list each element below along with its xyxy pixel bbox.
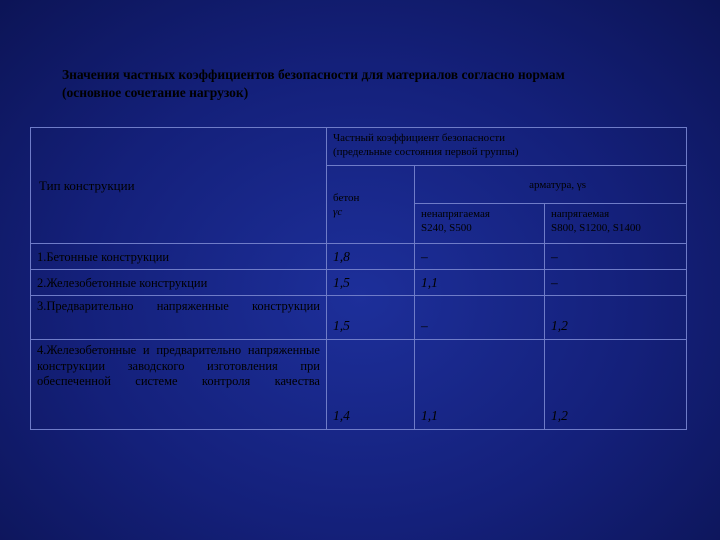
header-nonprestressed [415, 204, 545, 244]
cell-prestressed: – [545, 270, 687, 296]
header-safety-factor-line-1: Частный коэффициент безопасности [333, 132, 506, 144]
table-row [31, 296, 687, 340]
row-label: 4.Железобетонные и предварительно напряженные конструкции заводского изготовления при обеспеченной системе контроля качества [31, 340, 327, 430]
coefficients-table [30, 127, 687, 430]
title-line-1: Значения частных коэффициентов безопасности для материалов согласно нормам [62, 67, 565, 82]
header-rebar: арматура, γs [415, 166, 687, 204]
cell-nonprestressed: – [415, 244, 545, 270]
row-label: 2.Железобетонные конструкции [31, 270, 327, 296]
table-row [31, 270, 687, 296]
header-prestressed-line-1: напрягаемая [551, 208, 610, 220]
header-construction-type: Тип конструкции [31, 128, 327, 244]
header-concrete-label: бетон [333, 191, 360, 204]
slide-title [62, 66, 702, 102]
cell-prestressed: 1,2 [545, 296, 687, 340]
row-label: 1.Бетонные конструкции [31, 244, 327, 270]
header-safety-factor [327, 128, 687, 166]
header-concrete-symbol: γc [333, 205, 343, 218]
cell-prestressed: 1,2 [545, 340, 687, 430]
cell-concrete: 1,5 [327, 296, 415, 340]
table-row [31, 340, 687, 430]
row-label: 3.Предварительно напряженные конструкции [31, 296, 327, 340]
header-prestressed [545, 204, 687, 244]
header-prestressed-line-2: S800, S1200, S1400 [551, 222, 641, 234]
cell-concrete: 1,5 [327, 270, 415, 296]
header-safety-factor-line-2: (предельные состояния первой группы) [333, 146, 519, 158]
table-row [31, 244, 687, 270]
title-line-2: (основное сочетание нагрузок) [62, 85, 249, 100]
header-nonprestressed-line-1: ненапрягаемая [421, 208, 490, 220]
header-nonprestressed-line-2: S240, S500 [421, 222, 472, 234]
cell-nonprestressed: – [415, 296, 545, 340]
cell-concrete: 1,4 [327, 340, 415, 430]
cell-nonprestressed: 1,1 [415, 270, 545, 296]
cell-prestressed: – [545, 244, 687, 270]
cell-nonprestressed: 1,1 [415, 340, 545, 430]
header-concrete [327, 166, 415, 244]
cell-concrete: 1,8 [327, 244, 415, 270]
